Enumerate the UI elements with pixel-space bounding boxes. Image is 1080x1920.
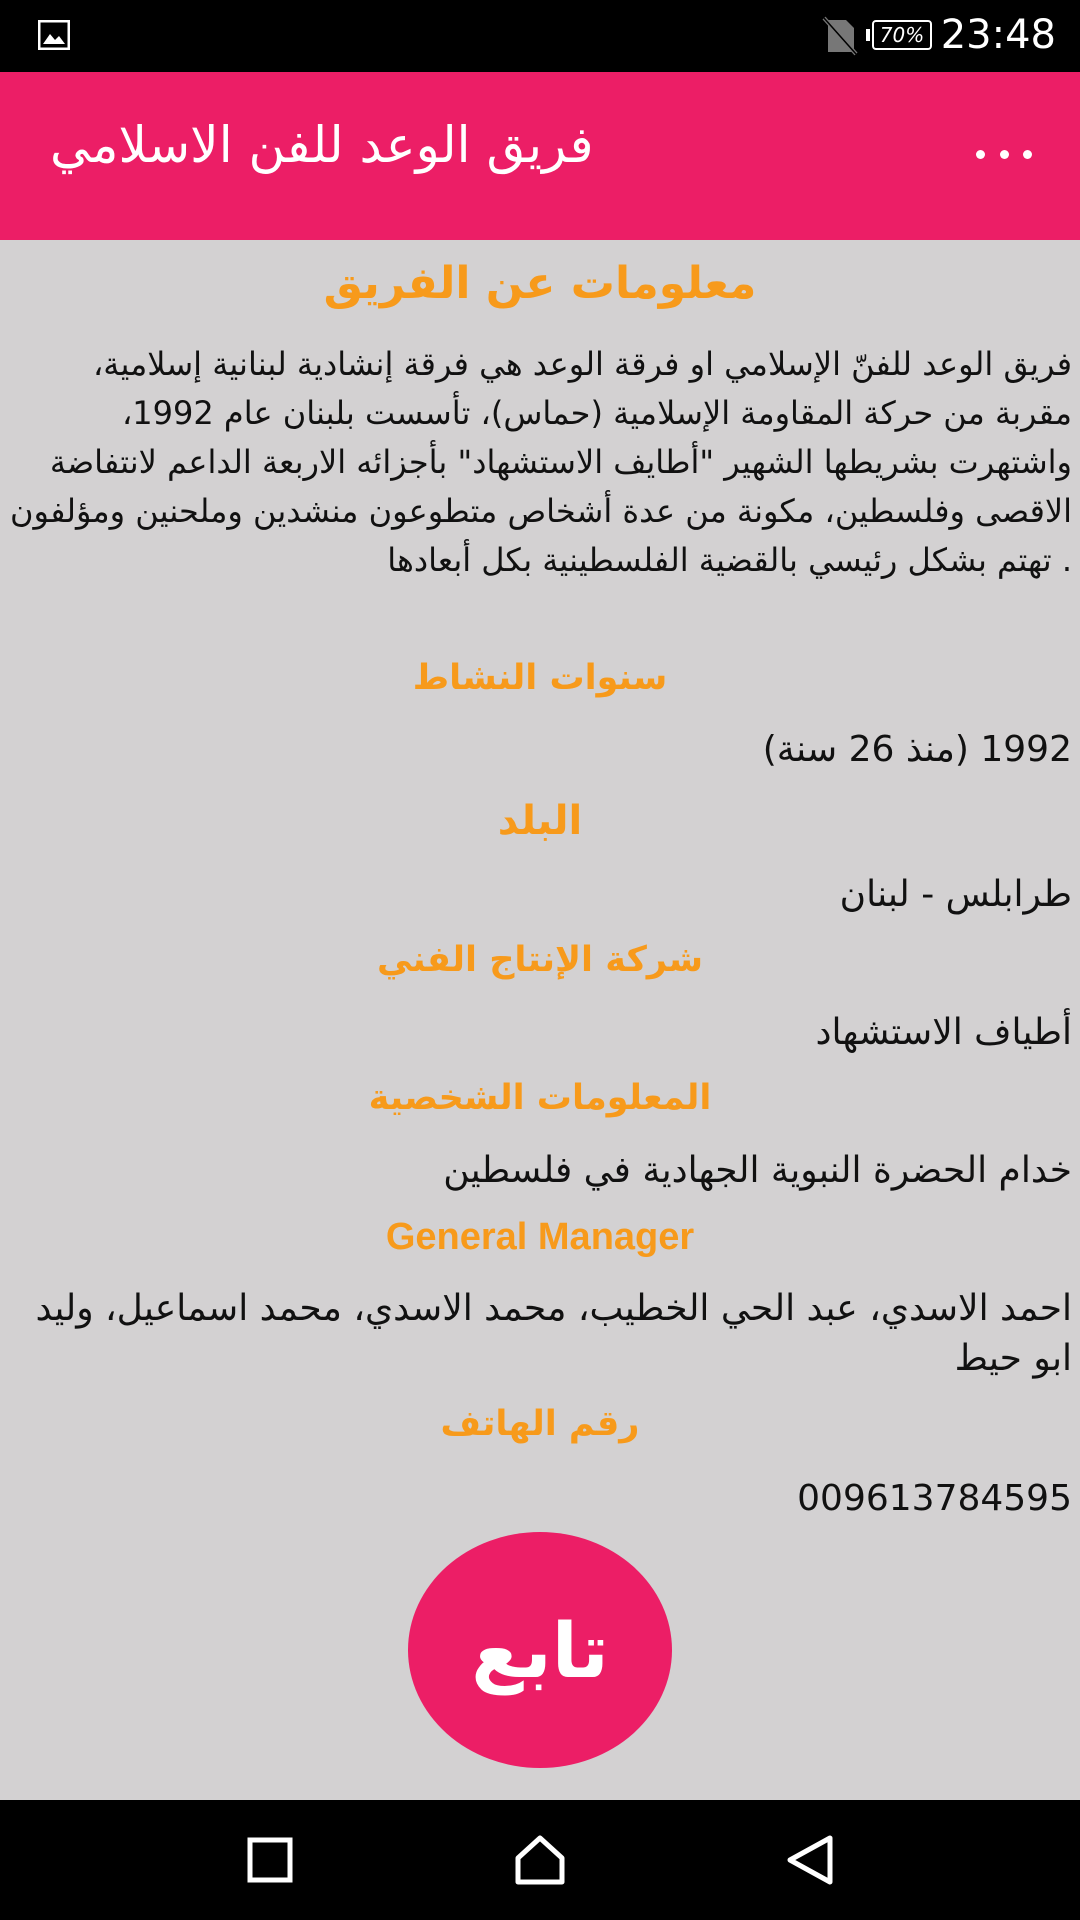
about-text: فريق الوعد للفنّ الإسلامي او فرقة الوعد هي فرقة إنشادية لبنانية إسلامية، مقربة من حركة المقاومة الإسلامية (حماس)، تأسست بلبنان عام 1992، واشتهرت بشريطها الشهير "أطايف الاستشهاد" بأجزائه الاربعة الداعم لانتفاضة الاقصى وفلسطين، مكونة من عدة أشخاص متطوعون منشدين وملحنين ومؤلفون . تهتم بشكل رئيسي بالقضية الفلسطينية بكل أبعادها	[10, 345, 1072, 579]
clock: 23:48	[940, 12, 1056, 58]
no-sim-icon	[820, 16, 858, 56]
gallery-icon	[38, 20, 70, 50]
section-label-country: البلد	[497, 798, 583, 844]
section-label-general-manager: General Manager	[385, 1216, 695, 1258]
section-label-phone: رقم الهاتف	[440, 1404, 640, 1444]
section-value-personal-info: خدام الحضرة النبوية الجهادية في فلسطين	[443, 1150, 1072, 1191]
nav-bar	[0, 1800, 1080, 1920]
section-label-personal-info: المعلومات الشخصية	[368, 1078, 712, 1118]
status-bar	[0, 0, 1080, 72]
section-label-active-years: سنوات النشاط	[412, 658, 668, 698]
more-vert-icon[interactable]	[976, 134, 1032, 174]
section-value-phone: 009613784595	[797, 1478, 1072, 1519]
follow-button[interactable]: تابع	[408, 1532, 672, 1768]
section-value-production: أطياف الاستشهاد	[815, 1012, 1072, 1053]
app-bar	[0, 72, 1080, 240]
page-heading: معلومات عن الفريق	[323, 258, 757, 309]
content-area	[0, 240, 1080, 1800]
section-value-active-years: 1992 (منذ 26 سنة)	[762, 729, 1072, 770]
battery-icon	[866, 18, 936, 52]
section-value-general-manager: احمد الاسدي، عبد الحي الخطيب، محمد الاسدي، محمد اسماعيل، وليد ابو حيط	[35, 1288, 1072, 1379]
app-title: فريق الوعد للفن الاسلامي	[50, 116, 594, 174]
section-label-production: شركة الإنتاج الفني	[376, 940, 704, 980]
recents-icon[interactable]	[240, 1830, 300, 1890]
home-icon[interactable]	[510, 1830, 570, 1890]
back-icon[interactable]	[780, 1830, 840, 1890]
battery-level: 70%	[872, 20, 932, 50]
section-value-country: طرابلس - لبنان	[839, 874, 1072, 915]
